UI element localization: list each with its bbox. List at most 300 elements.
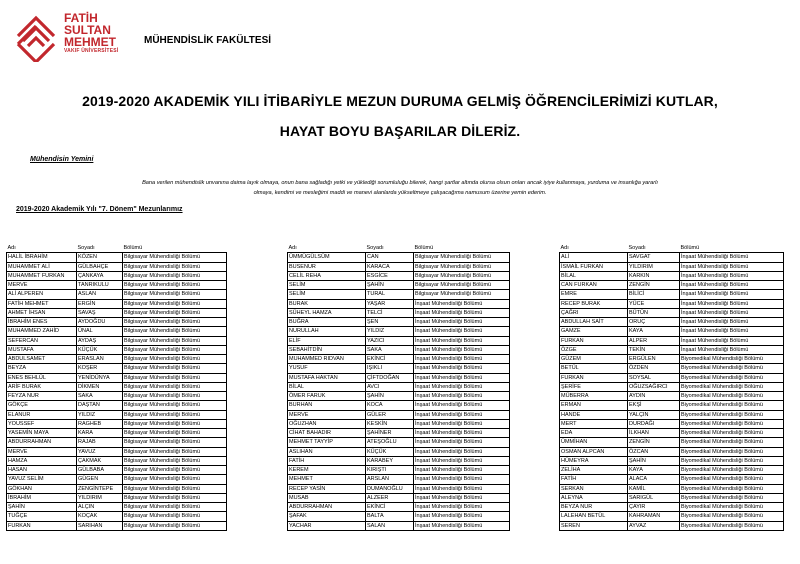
graduate-surname: SALAN — [366, 521, 414, 530]
graduate-department: İnşaat Mühendisliği Bölümü — [414, 512, 510, 521]
graduate-name: MERVE — [7, 447, 77, 456]
graduate-row — [7, 493, 227, 502]
graduate-name: ÜMMÜGÜLSÜM — [288, 253, 366, 262]
header-department: Bölümü — [414, 244, 510, 253]
graduate-surname: ATEŞOĞLU — [366, 438, 414, 447]
graduate-department: İnşaat Mühendisliği Bölümü — [414, 299, 510, 308]
graduate-surname: KÖZEN — [77, 253, 123, 262]
graduate-row — [7, 456, 227, 465]
graduate-surname: AYVAZ — [628, 521, 680, 530]
graduate-row — [560, 419, 784, 428]
graduate-department: İnşaat Mühendisliği Bölümü — [680, 345, 784, 354]
graduates-title: 2019-2020 Akademik Yılı "7. Dönem" Mezunlarımız — [16, 206, 183, 213]
graduate-surname: KÜÇÜK — [77, 345, 123, 354]
graduate-department: Biyomedikal Mühendisliği Bölümü — [680, 456, 784, 465]
graduate-surname: YALÇIN — [628, 410, 680, 419]
graduate-surname: GÜLER — [366, 410, 414, 419]
graduate-row — [288, 253, 510, 262]
graduate-surname: KARA — [77, 429, 123, 438]
graduate-surname: ERASLAN — [77, 355, 123, 364]
graduate-department: Biyomedikal Mühendisliği Bölümü — [680, 503, 784, 512]
graduates-column-1 — [6, 244, 227, 531]
graduate-row — [288, 512, 510, 521]
graduate-department: Bilgisayar Mühendisliği Bölümü — [123, 271, 227, 280]
graduate-row — [7, 327, 227, 336]
graduate-surname: ZENGİNTEPE — [77, 484, 123, 493]
graduate-row — [560, 345, 784, 354]
graduate-row — [7, 271, 227, 280]
graduate-name: ALEYNA — [560, 493, 628, 502]
graduate-name: EMRE — [560, 290, 628, 299]
graduate-department: İnşaat Mühendisliği Bölümü — [414, 438, 510, 447]
graduate-row — [288, 364, 510, 373]
graduate-surname: GÜLBAHÇE — [77, 262, 123, 271]
header-department: Bölümü — [123, 244, 227, 253]
graduate-name: BETÜL — [560, 364, 628, 373]
logo-line-3: MEHMET — [64, 35, 116, 49]
graduate-row — [288, 419, 510, 428]
graduate-row — [288, 447, 510, 456]
graduate-row — [560, 512, 784, 521]
graduate-name: ABDURRAHMAN — [288, 503, 366, 512]
graduate-surname: AYDIN — [628, 392, 680, 401]
graduate-name: ERMAN — [560, 401, 628, 410]
graduate-name: YUSUF — [288, 364, 366, 373]
graduate-department: İnşaat Mühendisliği Bölümü — [414, 466, 510, 475]
graduate-name: MUHAMMET ALİ — [7, 262, 77, 271]
graduate-surname: ESGİCE — [366, 271, 414, 280]
graduate-surname: ERGÜLEN — [628, 355, 680, 364]
graduate-department: Bilgisayar Mühendisliği Bölümü — [123, 447, 227, 456]
graduate-surname: CAN — [366, 253, 414, 262]
graduate-row — [560, 401, 784, 410]
graduate-name: MÜBERRA — [560, 392, 628, 401]
graduate-row — [560, 503, 784, 512]
graduate-row — [560, 253, 784, 262]
graduate-department: İnşaat Mühendisliği Bölümü — [414, 308, 510, 317]
graduate-row — [288, 503, 510, 512]
graduate-surname: KÜÇÜK — [366, 447, 414, 456]
header-department: Bölümü — [680, 244, 784, 253]
graduate-surname: IŞIKLI — [366, 364, 414, 373]
graduate-department: Bilgisayar Mühendisliği Bölümü — [123, 318, 227, 327]
logo-wordmark — [64, 12, 118, 55]
graduate-surname: KARABEY — [366, 456, 414, 465]
graduate-department: İnşaat Mühendisliği Bölümü — [414, 429, 510, 438]
graduate-row — [7, 429, 227, 438]
graduate-name: FATİH — [288, 456, 366, 465]
graduate-department: İnşaat Mühendisliği Bölümü — [680, 299, 784, 308]
graduate-row — [7, 345, 227, 354]
graduate-row — [560, 327, 784, 336]
graduate-surname: ÇİFTDOĞAN — [366, 373, 414, 382]
graduate-surname: DURDAĞI — [628, 419, 680, 428]
graduate-surname: KESKİN — [366, 419, 414, 428]
graduate-surname: DAŞTAN — [77, 401, 123, 410]
graduate-row — [288, 355, 510, 364]
graduate-name: ÖMER FARUK — [288, 392, 366, 401]
graduate-surname: GÜLBABA — [77, 466, 123, 475]
graduate-row — [288, 410, 510, 419]
graduate-surname: ALPER — [628, 336, 680, 345]
graduate-name: ALİ — [560, 253, 628, 262]
graduate-department: İnşaat Mühendisliği Bölümü — [680, 290, 784, 299]
graduate-name: ABDULSAMET — [7, 355, 77, 364]
graduate-department: İnşaat Mühendisliği Bölümü — [680, 281, 784, 290]
graduate-row — [560, 493, 784, 502]
table-header-row — [560, 244, 784, 253]
graduate-row — [7, 512, 227, 521]
logo-subtitle: VAKIF ÜNİVERSİTESİ — [64, 48, 119, 54]
graduate-department: İnşaat Mühendisliği Bölümü — [414, 355, 510, 364]
graduate-department: Bilgisayar Mühendisliği Bölümü — [123, 438, 227, 447]
graduate-department: Bilgisayar Mühendisliği Bölümü — [123, 484, 227, 493]
graduate-row — [7, 419, 227, 428]
graduate-row — [288, 456, 510, 465]
graduate-department: Biyomedikal Mühendisliği Bölümü — [680, 512, 784, 521]
graduate-department: Bilgisayar Mühendisliği Bölümü — [123, 392, 227, 401]
graduate-department: İnşaat Mühendisliği Bölümü — [414, 336, 510, 345]
graduate-row — [560, 308, 784, 317]
graduate-surname: ALÇIN — [77, 503, 123, 512]
table-header-row — [288, 244, 510, 253]
graduate-department: Bilgisayar Mühendisliği Bölümü — [123, 419, 227, 428]
graduate-surname: KAMİL — [628, 484, 680, 493]
graduate-department: Bilgisayar Mühendisliği Bölümü — [123, 336, 227, 345]
graduate-department: İnşaat Mühendisliği Bölümü — [414, 521, 510, 530]
graduate-name: MUSTAFA HAKTAN — [288, 373, 366, 382]
graduate-row — [288, 262, 510, 271]
graduate-name: GÖKHAN — [7, 484, 77, 493]
graduate-department: İnşaat Mühendisliği Bölümü — [414, 345, 510, 354]
graduate-department: Bilgisayar Mühendisliği Bölümü — [123, 253, 227, 262]
graduate-surname: BİLİCİ — [628, 290, 680, 299]
graduate-name: MEHMET — [288, 475, 366, 484]
graduate-name: CAN FURKAN — [560, 281, 628, 290]
graduate-name: FURKAN — [7, 521, 77, 530]
graduates-column-2 — [287, 244, 510, 531]
graduate-row — [7, 392, 227, 401]
graduate-department: İnşaat Mühendisliği Bölümü — [414, 382, 510, 391]
graduate-surname: AVCI — [366, 382, 414, 391]
graduate-department: Biyomedikal Mühendisliği Bölümü — [680, 382, 784, 391]
graduate-row — [560, 355, 784, 364]
graduate-name: SELİM — [288, 281, 366, 290]
graduates-table-1 — [6, 244, 227, 531]
graduate-surname: ARSLAN — [366, 475, 414, 484]
graduate-department: Bilgisayar Mühendisliği Bölümü — [123, 429, 227, 438]
graduate-name: OSMAN ALPCAN — [560, 447, 628, 456]
graduate-surname: YAZICI — [366, 336, 414, 345]
graduate-surname: SAKA — [77, 392, 123, 401]
graduate-name: CİHAT BAHADIR — [288, 429, 366, 438]
graduate-row — [7, 364, 227, 373]
graduate-department: İnşaat Mühendisliği Bölümü — [680, 336, 784, 345]
graduate-name: SEFERCAN — [7, 336, 77, 345]
graduate-name: BİLAL — [560, 271, 628, 280]
graduate-surname: ÇAYIR — [628, 503, 680, 512]
graduate-row — [7, 475, 227, 484]
graduate-surname: KARACA — [366, 262, 414, 271]
graduate-row — [288, 281, 510, 290]
graduate-name: SERKAN — [560, 484, 628, 493]
graduate-surname: ÇAKMAK — [77, 456, 123, 465]
graduate-name: MEHMET TAYYİP — [288, 438, 366, 447]
graduate-department: Bilgisayar Mühendisliği Bölümü — [123, 345, 227, 354]
graduate-row — [560, 466, 784, 475]
graduate-name: RECEP BURAK — [560, 299, 628, 308]
graduate-name: ÇAĞRI — [560, 308, 628, 317]
graduate-department: İnşaat Mühendisliği Bölümü — [680, 318, 784, 327]
graduate-row — [560, 521, 784, 530]
graduate-surname: RAGHEB — [77, 419, 123, 428]
header-surname: Soyadı — [628, 244, 680, 253]
graduate-row — [7, 503, 227, 512]
logo-emblem-icon — [14, 6, 62, 62]
headline-line-2: HAYAT BOYU BAŞARILAR DİLERİZ. — [279, 123, 521, 139]
graduate-name: MERT — [560, 419, 628, 428]
graduate-surname: KOCA — [366, 401, 414, 410]
graduate-name: BEYZA NUR — [560, 503, 628, 512]
graduate-surname: ERGİN — [77, 299, 123, 308]
graduate-name: NURULLAH — [288, 327, 366, 336]
graduate-department: İnşaat Mühendisliği Bölümü — [414, 493, 510, 502]
graduate-name: SEREN — [560, 521, 628, 530]
graduate-surname: KOŞER — [77, 364, 123, 373]
graduate-surname: KAHRAMAN — [628, 512, 680, 521]
graduate-department: Bilgisayar Mühendisliği Bölümü — [123, 512, 227, 521]
graduate-row — [7, 466, 227, 475]
graduate-row — [560, 410, 784, 419]
header-name: Adı — [288, 244, 366, 253]
graduate-surname: ŞAHİN — [366, 392, 414, 401]
graduate-name: ŞAFAK — [288, 512, 366, 521]
graduate-department: Biyomedikal Mühendisliği Bölümü — [680, 475, 784, 484]
graduate-name: YAVUZ SELİM — [7, 475, 77, 484]
graduate-surname: EKİNCİ — [366, 355, 414, 364]
graduate-department: İnşaat Mühendisliği Bölümü — [414, 410, 510, 419]
graduate-name: FATİH — [560, 475, 628, 484]
graduate-name: ÖZGE — [560, 345, 628, 354]
graduate-name: SÜHEYL HAMZA — [288, 308, 366, 317]
graduate-name: ELİF — [288, 336, 366, 345]
graduate-row — [288, 327, 510, 336]
graduate-surname: BALTA — [366, 512, 414, 521]
graduate-department: Biyomedikal Mühendisliği Bölümü — [680, 429, 784, 438]
graduate-surname: ASLAN — [77, 290, 123, 299]
graduates-table-3 — [559, 244, 784, 531]
graduate-row — [7, 373, 227, 382]
graduate-row — [560, 262, 784, 271]
graduate-surname: YILDIZ — [366, 327, 414, 336]
graduate-department: İnşaat Mühendisliği Bölümü — [414, 373, 510, 382]
graduate-row — [288, 336, 510, 345]
graduate-name: GÜZEM — [560, 355, 628, 364]
university-logo — [14, 6, 134, 64]
graduate-row — [7, 447, 227, 456]
graduate-row — [288, 475, 510, 484]
graduate-department: Bilgisayar Mühendisliği Bölümü — [123, 355, 227, 364]
oath-text-line-1: Bana verilen mühendislik unvanına daima layık olmaya, onun bana sağladığı yetki ve yüklediği sorumluluğu bilerek, hangi şartlar altında olursa olsun onları ancak iyiye kullanmaya, yurduma ve insanlığa yararlı — [142, 180, 658, 186]
headline-line-1: 2019-2020 AKADEMİK YILI İTİBARİYLE MEZUN DURUMA GELMİŞ ÖĞRENCİLERİMİZİ KUTLAR, — [82, 93, 718, 109]
logo-line-2: SULTAN — [64, 23, 111, 37]
oath-text-line-2: olmaya, kendimi ve mesleğimi maddi ve manevi alanlarda yükseltmeye çalışacağıma namusum üzerine yemin ederim. — [253, 190, 547, 196]
graduate-department: Bilgisayar Mühendisliği Bölümü — [123, 262, 227, 271]
graduate-name: OĞUZHAN — [288, 419, 366, 428]
graduate-name: ŞAHİN — [7, 503, 77, 512]
graduate-department: Biyomedikal Mühendisliği Bölümü — [680, 364, 784, 373]
graduate-name: İBRAHİM ENES — [7, 318, 77, 327]
graduate-surname: ÜNAL — [77, 327, 123, 336]
graduate-department: İnşaat Mühendisliği Bölümü — [680, 308, 784, 317]
graduate-row — [560, 299, 784, 308]
graduate-surname: TELCİ — [366, 308, 414, 317]
graduate-surname: SAVGAT — [628, 253, 680, 262]
graduate-department: Bilgisayar Mühendisliği Bölümü — [123, 308, 227, 317]
graduate-department: Bilgisayar Mühendisliği Bölümü — [123, 466, 227, 475]
graduate-row — [560, 364, 784, 373]
graduate-department: Biyomedikal Mühendisliği Bölümü — [680, 392, 784, 401]
graduate-department: İnşaat Mühendisliği Bölümü — [680, 262, 784, 271]
graduate-department: İnşaat Mühendisliği Bölümü — [414, 503, 510, 512]
graduate-department: Bilgisayar Mühendisliği Bölümü — [123, 364, 227, 373]
graduate-surname: YILDIZ — [77, 410, 123, 419]
graduate-row — [7, 382, 227, 391]
graduate-department: Biyomedikal Mühendisliği Bölümü — [680, 438, 784, 447]
graduate-surname: ÖZDEN — [628, 364, 680, 373]
graduate-name: FEYZA NUR — [7, 392, 77, 401]
graduate-row — [560, 318, 784, 327]
graduate-name: BİLAL — [288, 382, 366, 391]
graduate-name: BEYZA — [7, 364, 77, 373]
graduate-department: İnşaat Mühendisliği Bölümü — [414, 419, 510, 428]
graduate-department: İnşaat Mühendisliği Bölümü — [414, 456, 510, 465]
graduate-name: BUSENUR — [288, 262, 366, 271]
graduate-surname: KIRIŞTI — [366, 466, 414, 475]
graduate-surname: SARIHAN — [77, 521, 123, 530]
graduate-name: MUHAMMET FURKAN — [7, 271, 77, 280]
graduate-surname: EKŞİ — [628, 401, 680, 410]
graduate-row — [7, 253, 227, 262]
graduate-surname: ŞAHİNER — [366, 429, 414, 438]
graduate-department: İnşaat Mühendisliği Bölümü — [414, 484, 510, 493]
graduate-name: HASAN — [7, 466, 77, 475]
graduate-department: Biyomedikal Mühendisliği Bölümü — [680, 484, 784, 493]
graduate-row — [7, 438, 227, 447]
graduate-department: Bilgisayar Mühendisliği Bölümü — [123, 401, 227, 410]
graduate-surname: SOYSAL — [628, 373, 680, 382]
graduate-name: TUĞÇE — [7, 512, 77, 521]
graduate-name: BURAK — [288, 299, 366, 308]
graduate-department: Bilgisayar Mühendisliği Bölümü — [123, 290, 227, 299]
graduate-row — [560, 484, 784, 493]
graduate-surname: ZENGİN — [628, 438, 680, 447]
graduate-department: Biyomedikal Mühendisliği Bölümü — [680, 466, 784, 475]
graduate-name: ALİ ALPEREN — [7, 290, 77, 299]
graduate-surname: AYDAŞ — [77, 336, 123, 345]
graduate-row — [560, 281, 784, 290]
graduate-name: FURKAN — [560, 373, 628, 382]
graduate-row — [7, 290, 227, 299]
graduate-row — [288, 401, 510, 410]
graduate-row — [560, 271, 784, 280]
graduate-name: BURHAN — [288, 401, 366, 410]
graduate-department: Bilgisayar Mühendisliği Bölümü — [123, 299, 227, 308]
graduate-row — [7, 336, 227, 345]
graduate-name: SEBAHİTDİN — [288, 345, 366, 354]
graduate-row — [560, 456, 784, 465]
graduate-name: MUSAB — [288, 493, 366, 502]
graduate-surname: ÖZCAN — [628, 447, 680, 456]
graduate-row — [288, 466, 510, 475]
graduate-department: İnşaat Mühendisliği Bölümü — [414, 447, 510, 456]
header-surname: Soyadı — [366, 244, 414, 253]
graduate-surname: ÇANKAYA — [77, 271, 123, 280]
graduate-row — [288, 290, 510, 299]
graduate-department: İnşaat Mühendisliği Bölümü — [680, 253, 784, 262]
graduate-name: HÜMEYRA — [560, 456, 628, 465]
graduate-row — [560, 447, 784, 456]
graduate-row — [560, 336, 784, 345]
graduate-name: FURKAN — [560, 336, 628, 345]
graduate-department: İnşaat Mühendisliği Bölümü — [414, 401, 510, 410]
graduate-surname: YILDIRIM — [628, 262, 680, 271]
graduate-department: Bilgisayar Mühendisliği Bölümü — [123, 493, 227, 502]
graduate-name: GÖKÇE — [7, 401, 77, 410]
graduate-row — [288, 345, 510, 354]
graduate-row — [7, 281, 227, 290]
graduate-name: ASLIHAN — [288, 447, 366, 456]
graduate-department: Biyomedikal Mühendisliği Bölümü — [680, 493, 784, 502]
graduate-surname: YENİDÜNYA — [77, 373, 123, 382]
graduate-surname: ALACA — [628, 475, 680, 484]
graduate-department: Bilgisayar Mühendisliği Bölümü — [123, 281, 227, 290]
graduate-department: Biyomedikal Mühendisliği Bölümü — [680, 373, 784, 382]
graduate-name: KEREM — [288, 466, 366, 475]
graduate-row — [7, 410, 227, 419]
graduate-department: Bilgisayar Mühendisliği Bölümü — [123, 373, 227, 382]
graduate-row — [560, 429, 784, 438]
graduate-name: BUĞRA — [288, 318, 366, 327]
graduate-department: Bilgisayar Mühendisliği Bölümü — [414, 281, 510, 290]
graduate-department: Biyomedikal Mühendisliği Bölümü — [680, 401, 784, 410]
graduate-department: Biyomedikal Mühendisliği Bölümü — [680, 355, 784, 364]
graduate-row — [288, 521, 510, 530]
graduate-department: Biyomedikal Mühendisliği Bölümü — [680, 521, 784, 530]
graduate-surname: YAŞAR — [366, 299, 414, 308]
graduate-row — [560, 392, 784, 401]
graduate-surname: ALZEER — [366, 493, 414, 502]
graduate-row — [288, 484, 510, 493]
graduate-surname: ZENGİN — [628, 281, 680, 290]
graduate-name: RECEP YASİN — [288, 484, 366, 493]
graduate-department: İnşaat Mühendisliği Bölümü — [414, 392, 510, 401]
graduate-department: İnşaat Mühendisliği Bölümü — [414, 327, 510, 336]
graduate-row — [288, 308, 510, 317]
graduate-name: YACHAR — [288, 521, 366, 530]
logo-line-1: FATİH — [64, 11, 98, 25]
graduate-row — [560, 373, 784, 382]
graduate-surname: SARIGÜL — [628, 493, 680, 502]
graduate-surname: DUMANOĞLU — [366, 484, 414, 493]
header-name: Adı — [7, 244, 77, 253]
header-surname: Soyadı — [77, 244, 123, 253]
graduate-surname: ŞEN — [366, 318, 414, 327]
graduate-name: MUSTAFA — [7, 345, 77, 354]
graduate-name: HAMZA — [7, 456, 77, 465]
graduate-row — [288, 392, 510, 401]
graduate-name: MUHAMMED ZAHİD — [7, 327, 77, 336]
